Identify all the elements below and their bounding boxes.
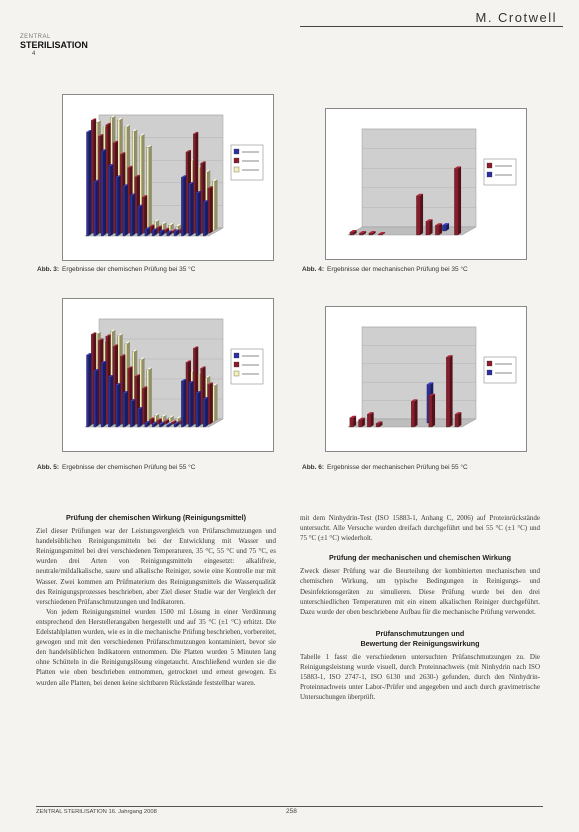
- body-paragraph: mit dem Ninhydrin-Test (ISO 15883-1, Anhang C, 2006) auf Proteinrückstände untersucht. Alle Versuche wurden dreifach durchgeführt und bei 55 °C (±1 °C) und 75 °C (±1 °C) wiederholt.: [300, 514, 540, 543]
- chart-bar: [196, 191, 201, 236]
- chart-bar: [208, 382, 213, 424]
- chart-bar: [435, 223, 442, 235]
- section-label: STERILISATION: [20, 40, 88, 50]
- chart-bar: [142, 386, 147, 424]
- chart-bar: [426, 219, 433, 235]
- chart-bar: [181, 175, 186, 236]
- chart-bar: [203, 397, 208, 427]
- chart-bar: [196, 391, 201, 427]
- chart-bar: [130, 399, 135, 427]
- legend-swatch: [234, 371, 239, 376]
- chart-bar: [212, 384, 217, 422]
- figure-5-chart: [62, 298, 274, 452]
- chart-bar: [138, 205, 143, 236]
- chart-bar: [454, 166, 461, 235]
- chart-bar: [359, 418, 365, 427]
- author-name: M. Crotwell: [475, 10, 557, 25]
- legend-swatch: [234, 158, 239, 163]
- legend-swatch: [234, 362, 239, 367]
- chart-bar: [108, 164, 113, 236]
- figure-3-chart: [62, 94, 274, 261]
- section-heading: Prüfung der chemischen Wirkung (Reinigungsmittel): [65, 513, 247, 522]
- chart-bar: [94, 180, 99, 236]
- chart-bar: [429, 394, 435, 427]
- chart-bar: [189, 182, 194, 236]
- legend-swatch: [234, 353, 239, 358]
- legend-swatch: [487, 172, 492, 177]
- chart-bar: [123, 391, 128, 427]
- chart-bar: [86, 130, 91, 236]
- chart-bar: [147, 145, 152, 231]
- section-heading: Prüfanschmutzungen und: [375, 628, 465, 638]
- section-label-top: ZENTRAL: [20, 34, 51, 40]
- section-subheading: Bewertung der Reinigungswirkung: [360, 638, 480, 648]
- figure-4-chart: [325, 108, 527, 260]
- chart-bar: [116, 175, 121, 236]
- chart-bar: [108, 375, 113, 427]
- chart-bar: [142, 195, 147, 233]
- body-paragraph: Ziel dieser Prüfungen war der Leistungsvergleich von Prüfanschmutzungen und handelsüblichen Reinigungsmitteln bei der Entwicklung mit Wasser und Reinigungsmittel bei drei verschiedenen Temperaturen, 35 °C, 55 °C und 75 °C, es wurden drei Arten von Reinigungsmitteln eingesetzt: alkalifreie, neutrale/mildalkalische, saure und alkalische Reiniger, sowie eine Kontrolle nur mit Wasser. Zwei kommen am Prüfmaterium des Reinigungsmittels die Wasserqualität des Reinigungsprozesses beschrieben, aber Ziel dieser Studie war der Vergleich der verschiedenen Prüfanschmutzungen und Indikatoren.: [36, 527, 276, 606]
- chart-bar: [455, 412, 461, 427]
- chart-bar: [203, 200, 208, 236]
- page-number: 258: [286, 808, 297, 815]
- chart-bar: [446, 355, 452, 427]
- chart-bar: [130, 193, 135, 236]
- figure-4-caption: Abb. 4: Ergebnisse der mechanischen Prüfung bei 35 °C: [302, 266, 468, 273]
- footer-rule: [36, 806, 543, 807]
- chart-bar: [101, 149, 106, 236]
- chart-bar: [367, 412, 373, 427]
- chart-bar: [350, 416, 356, 427]
- chart-bar: [101, 361, 106, 427]
- legend-swatch: [487, 370, 492, 375]
- chart-bar: [189, 381, 194, 427]
- chart-bar: [116, 383, 121, 427]
- body-paragraph: Zweck dieser Prüfung war die Beurteilung der kombinierten mechanischen und chemischen Wirkung, um typische Bedingungen in Reinigungs- und Desinfektionsgeräten zu simulieren. Diese Prüfung wurde bei den drei unterschiedlichen Temperaturen mit ein einem alkalischen Reiniger durchgeführt. Dazu wurde der oben beschriebene Aufbau für die mechanische Prüfung verwendet.: [300, 567, 540, 616]
- section-number: 4: [32, 51, 36, 57]
- figure-6-caption: Abb. 6: Ergebnisse der mechanischen Prüfung bei 55 °C: [302, 464, 468, 471]
- chart-bar: [212, 179, 217, 231]
- legend-swatch: [487, 361, 492, 366]
- legend-swatch: [234, 149, 239, 154]
- chart-bar: [416, 194, 423, 235]
- legend-swatch: [487, 163, 492, 168]
- figure-6-chart: [325, 306, 527, 452]
- section-heading: Prüfung der mechanischen und chemischen Wirkung: [328, 553, 512, 563]
- chart-bar: [181, 379, 186, 427]
- left-column: [36, 513, 276, 688]
- chart-bar: [411, 399, 417, 427]
- right-column: [300, 513, 540, 703]
- chart-bar: [94, 369, 99, 427]
- chart-bar: [138, 407, 143, 427]
- figure-5-caption: Abb. 5: Ergebnisse der chemischen Prüfung bei 55 °C: [37, 464, 196, 471]
- body-paragraph: Von jedem Reinigungsmittel wurden 1500 ml Lösung in einer Verdünnung entsprechend den Herstellerangaben hergestellt und auf 35 °C (±1 °C) erhitzt. Die Edelstahlplatten wurden, wie es in die mechanische Prüfung beschrieben, vorbereitet, gewogen und mit den verschiedenen Prüfanschmutzungen kontaminiert, bevor sie den handelsüblichen Indikatoren entnommen. Die Platten wurden 5 Minuten lang ohne Schütteln in die Reinigungslösung eingetaucht. Anschließend wurden sie die Platten wie oben beschrieben entnommen, getrocknet und erneut gewogen. Es wurden alle Platten, bei denen keine sichtbaren Rückstände feststellbar waren.: [36, 607, 276, 687]
- legend-swatch: [234, 167, 239, 172]
- chart-bar: [86, 353, 91, 427]
- chart-bar: [123, 184, 128, 236]
- figure-3-caption: Abb. 3: Ergebnisse der chemischen Prüfung bei 35 °C: [37, 266, 196, 273]
- chart-bar: [147, 368, 152, 422]
- header-rule: [300, 26, 563, 27]
- chart-back-wall: [362, 327, 476, 419]
- chart-bar: [208, 186, 213, 233]
- footer-publication: ZENTRAL STERILISATION 16. Jahrgang 2008: [36, 809, 157, 815]
- body-paragraph: Tabelle 1 fasst die verschiedenen untersuchten Prüfanschmutzungen zu. Die Reinigungsleistung wurde visuell, durch Proteinnachweis (mit Ninhydrin nach ISO 15883-1, ISO 2747-1, ISO 6130 und 2630-) gefunden, durch den Ninhydrin-Proteinnachweis unter Labor-/Prüfer und angegeben und auch durch gravimetrische Untersuchungen überprüft.: [300, 653, 540, 702]
